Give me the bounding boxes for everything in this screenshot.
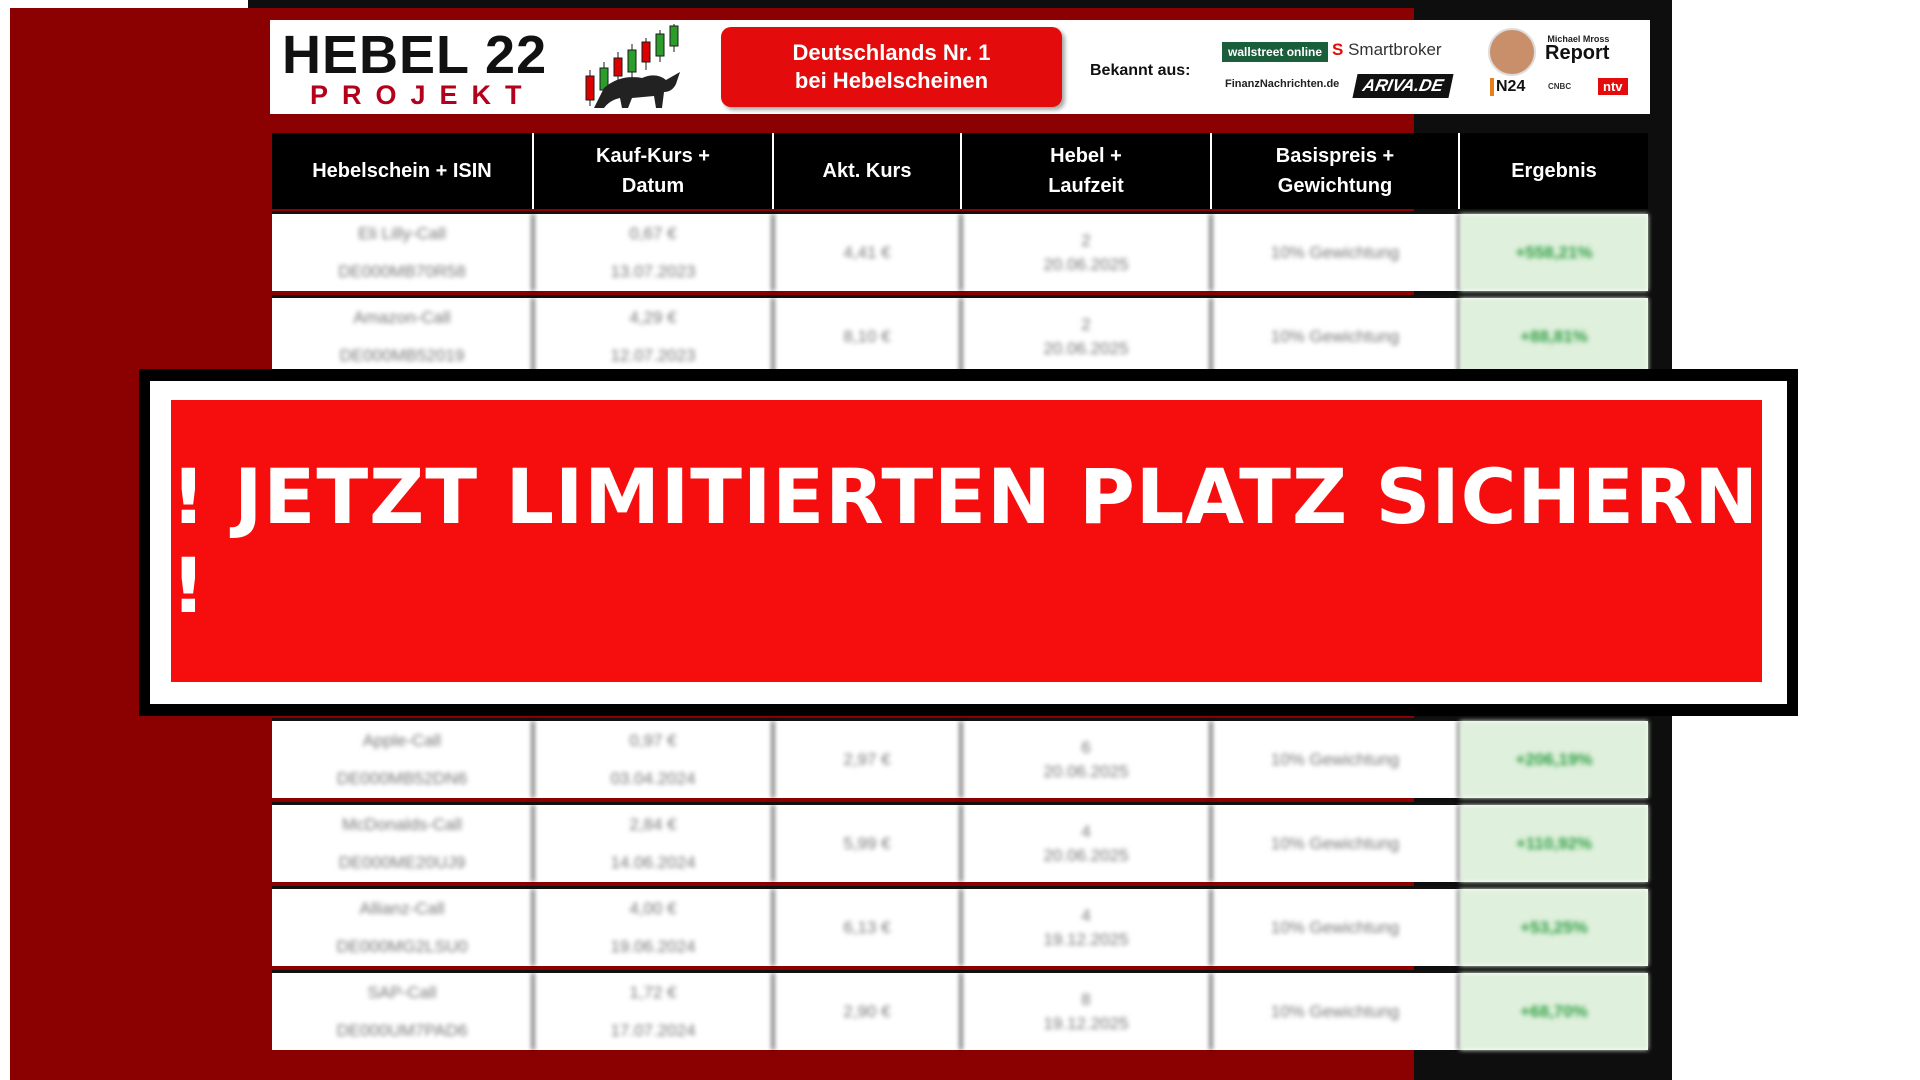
product-name: Apple-Call [362,730,442,750]
buy-price: 4,00 € [629,898,677,918]
cell-buy [534,889,774,966]
product-name: Eli Lilly-Call [358,223,446,243]
product-isin: DE000MB52DN6 [336,768,468,788]
current-price: 4,41 € [843,242,891,262]
result: +206,19% [1515,749,1593,769]
buy-date: 19.06.2024 [610,936,696,956]
logo-subtitle: PROJEKT [310,80,536,110]
buy-date: 12.07.2023 [610,345,696,365]
header-ergebnis-label: Ergebnis [1511,160,1597,182]
buy-date: 17.07.2024 [610,1020,696,1040]
header-cell-hebelschein [272,133,534,209]
table-row [272,970,1648,1050]
current-price: 2,90 € [843,1001,891,1021]
cell-result [1460,298,1648,375]
cell-buy [534,298,774,375]
logo-title: HEBEL 22 [282,25,548,85]
press-logo-ntv: ntv [1598,78,1628,95]
cell-buy [534,973,774,1050]
buy-price: 0,97 € [629,730,677,750]
table-header [272,133,1648,209]
cell-current [774,721,962,798]
product-isin: DE000UM7PAD6 [336,1020,468,1040]
weight: 10% Gewichtung [1270,1001,1400,1021]
buy-price: 4,29 € [629,307,677,327]
current-price: 6,13 € [843,917,891,937]
known-from-label: Bekannt aus: [1090,62,1191,79]
cell-weight [1212,889,1460,966]
header-aktkurs-label: Akt. Kurs [822,160,912,182]
result: +558,21% [1515,242,1593,262]
press-smartbroker-label: Smartbroker [1348,40,1442,59]
header-datum-label: Datum [621,175,685,197]
buy-date: 03.04.2024 [610,768,696,788]
buy-date: 14.06.2024 [610,852,696,872]
cell-name-isin [272,889,534,966]
current-price: 5,99 € [843,833,891,853]
cell-leverage [962,973,1212,1050]
cta-banner-text: ! JETZT LIMITIERTEN PLATZ SICHERN ! [171,452,1760,630]
cell-weight [1212,973,1460,1050]
product-isin: DE000MG2LSU0 [336,936,468,956]
leverage: 4 [1081,821,1091,841]
cell-weight [1212,721,1460,798]
table-row [272,802,1648,882]
product-name: Amazon-Call [353,307,451,327]
cell-result [1460,721,1648,798]
cell-result [1460,889,1648,966]
claim-line-2: bei Hebelscheinen [794,68,989,93]
result: +88,81% [1520,326,1588,346]
weight: 10% Gewichtung [1270,917,1400,937]
header-hebelschein-label: Hebelschein + ISIN [312,160,492,182]
term: 19.12.2025 [1043,929,1129,949]
press-logo-wallstreet-online: wallstreet online [1222,42,1328,62]
leverage: 2 [1081,230,1091,250]
cell-result [1460,973,1648,1050]
cell-current [774,805,962,882]
cell-current [774,214,962,291]
cell-buy [534,214,774,291]
claim-line-1: Deutschlands Nr. 1 [792,40,991,65]
avatar [1488,28,1536,76]
cell-buy [534,721,774,798]
table-row [272,211,1648,291]
cell-leverage [962,889,1212,966]
cell-current [774,889,962,966]
product-name: SAP-Call [367,982,437,1002]
product-name: McDonalds-Call [342,814,462,834]
bull-chart-icon [580,22,692,114]
result: +53,25% [1520,917,1588,937]
cell-weight [1212,214,1460,291]
header-laufzeit-label: Laufzeit [1048,175,1124,197]
smartbroker-icon: S [1332,40,1349,59]
buy-price: 2,84 € [629,814,677,834]
cta-banner[interactable] [171,400,1762,682]
cell-weight [1212,805,1460,882]
cell-leverage [962,214,1212,291]
term: 20.06.2025 [1043,338,1129,358]
result: +110,92% [1515,833,1593,853]
press-logo-cnbc: CNBC [1548,82,1572,91]
buy-price: 1,72 € [629,982,677,1002]
cell-name-isin [272,214,534,291]
press-logo-mross-report [1545,32,1610,64]
header-cell-ergebnis [1460,133,1648,209]
leverage: 4 [1081,905,1091,925]
header-basispreis-label: Basispreis + [1275,145,1395,167]
header-kaufkurs-label: Kauf-Kurs + [596,145,710,167]
term: 20.06.2025 [1043,845,1129,865]
product-isin: DE000MB52019 [339,345,465,365]
press-mross-label: Michael Mross [1547,34,1610,44]
header [270,20,1650,114]
weight: 10% Gewichtung [1270,242,1400,262]
buy-price: 0,67 € [629,223,677,243]
table-row [272,295,1648,375]
term: 19.12.2025 [1043,1013,1129,1033]
cell-result [1460,214,1648,291]
cell-buy [534,805,774,882]
result: +68,70% [1520,1001,1588,1021]
header-cell-hebel [962,133,1212,209]
press-logo-ariva: ARIVA.DE [1352,74,1453,98]
header-hebel-label: Hebel + [1050,145,1122,167]
product-isin: DE000ME20UJ9 [338,852,466,872]
current-price: 2,97 € [843,749,891,769]
cell-weight [1212,298,1460,375]
cell-name-isin [272,805,534,882]
cell-leverage [962,805,1212,882]
claim-badge [721,27,1062,107]
term: 20.06.2025 [1043,761,1129,781]
product-name: Allianz-Call [359,898,445,918]
cell-name-isin [272,298,534,375]
leverage: 2 [1081,314,1091,334]
product-isin: DE000MB70R58 [338,261,466,281]
cell-name-isin [272,973,534,1050]
header-cell-aktkurs [774,133,962,209]
press-logo-smartbroker [1332,40,1442,60]
table-row [272,886,1648,966]
weight: 10% Gewichtung [1270,749,1400,769]
cell-leverage [962,298,1212,375]
cell-leverage [962,721,1212,798]
cell-current [774,973,962,1050]
weight: 10% Gewichtung [1270,326,1400,346]
term: 20.06.2025 [1043,254,1129,274]
press-logo-n24: N24 [1490,78,1525,96]
press-report-label: Report [1545,42,1610,64]
cell-result [1460,805,1648,882]
leverage: 8 [1081,989,1091,1009]
cell-current [774,298,962,375]
header-cell-kaufkurs [534,133,774,209]
current-price: 8,10 € [843,326,891,346]
cell-name-isin [272,721,534,798]
weight: 10% Gewichtung [1270,833,1400,853]
header-cell-basispreis [1212,133,1460,209]
header-gewichtung-label: Gewichtung [1277,175,1393,197]
press-logo-finanznachrichten: FinanzNachrichten.de [1225,78,1340,90]
buy-date: 13.07.2023 [610,261,696,281]
leverage: 6 [1081,737,1091,757]
table-row [272,718,1648,798]
